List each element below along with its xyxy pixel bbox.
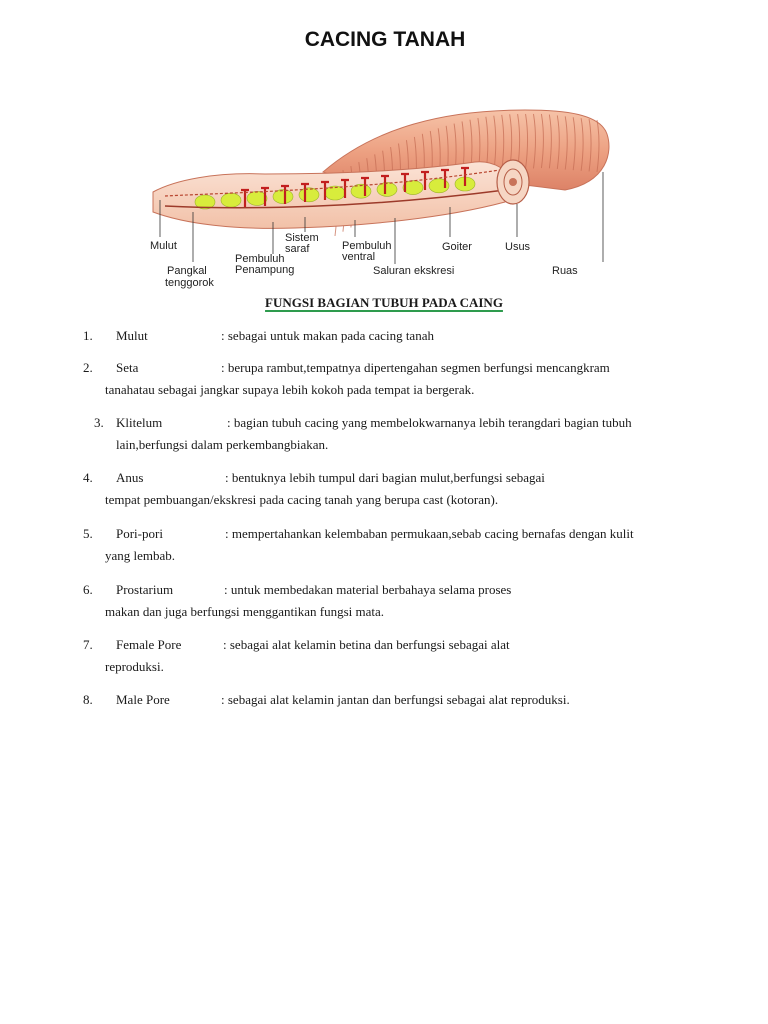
item-description: : sebagai untuk makan pada cacing tanah: [221, 328, 434, 343]
item-term: Seta: [116, 360, 139, 375]
item-number: 4.: [83, 470, 93, 485]
gut-segment: [273, 190, 293, 204]
gut-segment: [221, 193, 241, 207]
cross-section-core: [509, 178, 517, 186]
item-description: : sebagai alat kelamin jantan dan berfungsi sebagai alat reproduksi.: [221, 692, 570, 707]
gut-segment: [351, 184, 371, 198]
label-goiter: Goiter: [442, 241, 472, 253]
item-number: 5.: [83, 526, 93, 541]
item-term: Mulut: [116, 328, 148, 343]
item-description: : bagian tubuh cacing yang membelokwarnanya lebih terangdari bagian tubuh: [227, 415, 632, 430]
item-description-continued: makan dan juga berfungsi menggantikan fungsi mata.: [105, 604, 385, 619]
item-description-continued: yang lembab.: [105, 548, 176, 563]
item-number: 3.: [94, 415, 104, 430]
item-description: : bentuknya lebih tumpul dari bagian mulut,berfungsi sebagai: [225, 470, 545, 485]
item-number: 8.: [83, 692, 93, 707]
item-description-continued: tanahatau sebagai jangkar supaya lebih kokoh pada tempat ia bergerak.: [105, 382, 475, 397]
label-sistem-saraf-1: Sistem: [285, 232, 319, 244]
item-number: 1.: [83, 328, 93, 343]
item-description-continued: reproduksi.: [105, 659, 164, 674]
label-pembuluh-penampung-2: Penampung: [235, 264, 295, 276]
gut-segment: [325, 186, 345, 200]
item-term: Klitelum: [116, 415, 163, 430]
section-heading: [0, 295, 768, 311]
label-sistem-saraf-2: saraf: [285, 243, 310, 255]
item-description-continued: tempat pembuangan/ekskresi pada cacing tanah yang berupa cast (kotoran).: [105, 492, 499, 507]
item-description: : mempertahankan kelembaban permukaan,sebab cacing bernafas dengan kulit: [225, 526, 634, 541]
item-description-continued: lain,berfungsi dalam perkembangbiakan.: [116, 437, 329, 452]
item-number: 6.: [83, 582, 93, 597]
item-number: 2.: [83, 360, 93, 375]
label-pangkal-2: tenggorok: [165, 277, 214, 289]
label-ruas: Ruas: [552, 265, 578, 277]
item-term: Anus: [116, 470, 144, 485]
item-description: : sebagai alat kelamin betina dan berfungsi sebagai alat: [223, 637, 510, 652]
label-pembuluh-ventral-2: ventral: [342, 251, 376, 263]
label-pangkal-1: Pangkal: [167, 265, 207, 277]
label-pembuluh-penampung-1: Pembuluh: [235, 253, 285, 265]
label-mulut: Mulut: [150, 240, 177, 252]
item-number: 7.: [83, 637, 93, 652]
section-heading-text: FUNGSI BAGIAN TUBUH PADA CAING: [265, 295, 503, 310]
item-term: Female Pore: [116, 637, 182, 652]
item-term: Male Pore: [116, 692, 170, 707]
label-usus: Usus: [505, 241, 531, 253]
label-saluran-ekskresi: Saluran ekskresi: [373, 265, 455, 277]
item-description: : untuk membedakan material berbahaya selama proses: [224, 582, 512, 597]
item-term: Prostarium: [116, 582, 174, 597]
earthworm-diagram: [145, 22, 625, 290]
item-term: Pori-pori: [116, 526, 163, 541]
label-pembuluh-ventral-1: Pembuluh: [342, 240, 392, 252]
item-description: : berupa rambut,tempatnya dipertengahan segmen berfungsi mencangkram: [221, 360, 610, 375]
earthworm-illustration: [145, 22, 625, 290]
diagram-title: CACING TANAH: [304, 28, 466, 51]
